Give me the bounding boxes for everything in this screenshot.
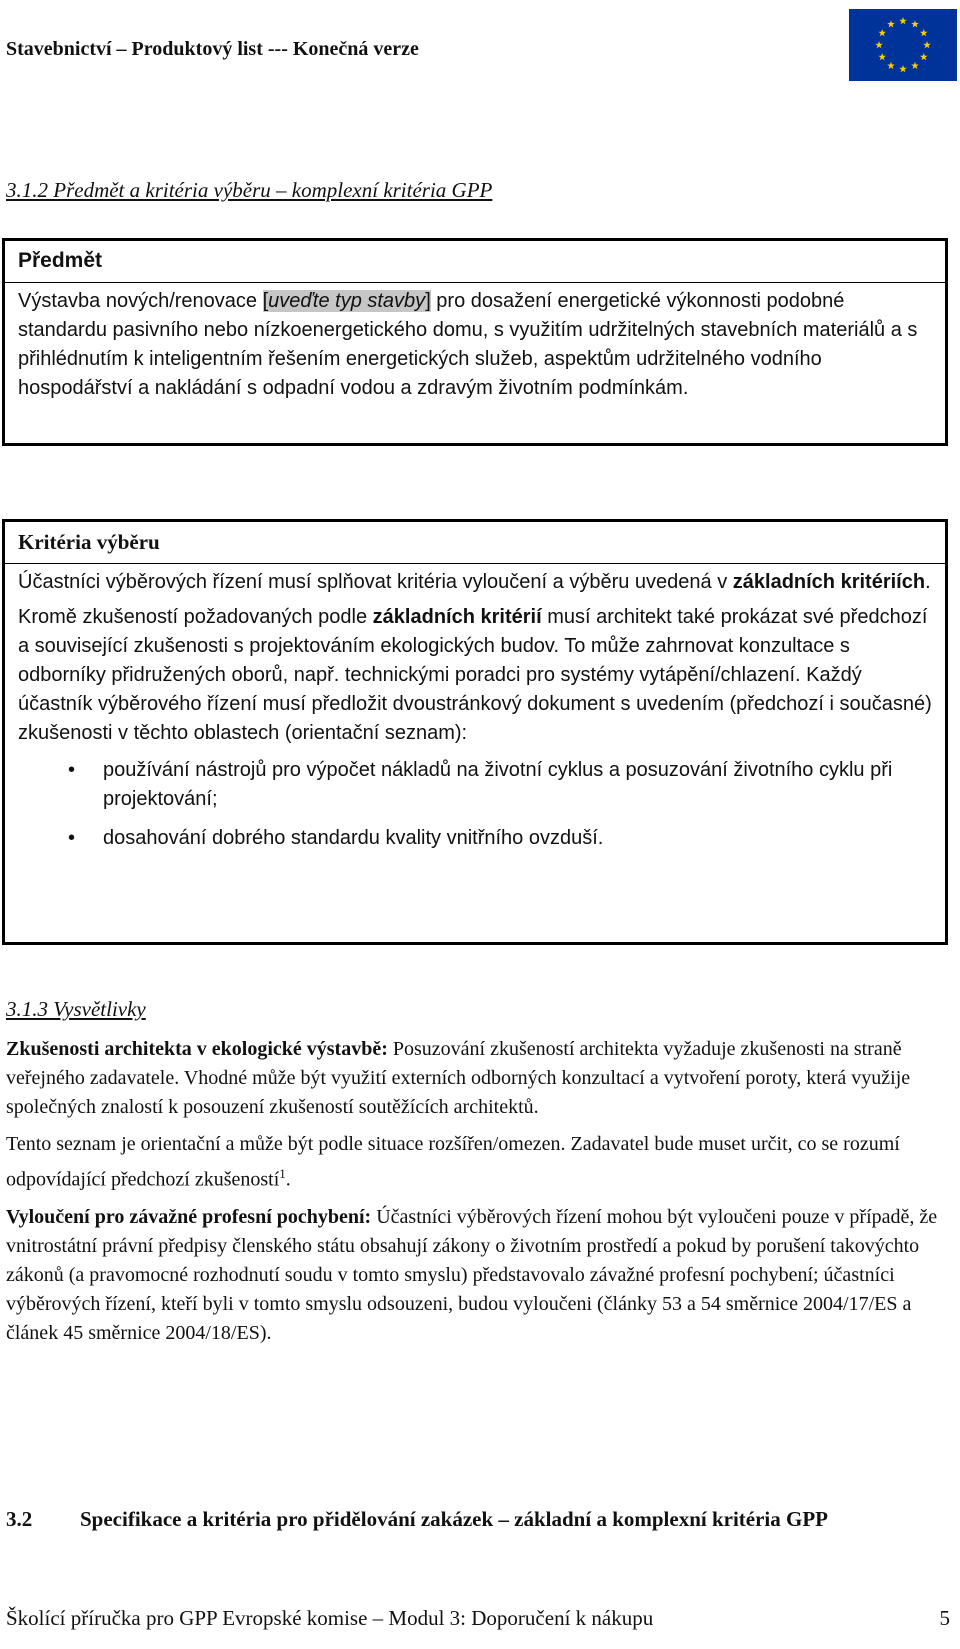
flag-star-icon bbox=[920, 29, 928, 36]
footnote-ref[interactable]: 1 bbox=[279, 1166, 286, 1181]
section-heading-3-1-3: 3.1.3 Vysvětlivky bbox=[6, 997, 146, 1021]
flag-star-icon bbox=[887, 62, 895, 69]
kriteria-paragraph-2 bbox=[18, 603, 933, 748]
vysvetlivky-paragraph-2 bbox=[6, 1130, 946, 1195]
list-item-text: používání nástrojů pro výpočet nákladů na životní cyklus a posuzování životního cyklu při projektování; bbox=[103, 759, 893, 810]
kriteria-p1-text: Účastníci výběrových řízení musí splňovat kritéria vyloučení a výběru uvedená v bbox=[18, 571, 733, 593]
flag-star-icon bbox=[878, 29, 886, 36]
vysvetlivky-p2-text: Tento seznam je orientační a může být podle situace rozšířen/omezen. Zadavatel bude muset určit, co se rozumí odpovídající předchozí zkušeností bbox=[6, 1133, 900, 1191]
document-header-title: Stavebnictví – Produktový list --- Konečná verze bbox=[6, 38, 419, 60]
vysvetlivky-p1-bold: Zkušenosti architekta v ekologické výstavbě: bbox=[6, 1038, 388, 1060]
eu-flag-stars bbox=[849, 9, 957, 81]
vysvetlivky-paragraph-1 bbox=[6, 1035, 946, 1122]
predmet-title: Předmět bbox=[5, 241, 945, 283]
page-number: 5 bbox=[939, 1606, 950, 1630]
list-item bbox=[18, 824, 933, 853]
kriteria-p2-start: Kromě zkušeností požadovaných podle bbox=[18, 606, 373, 628]
flag-star-icon bbox=[911, 20, 919, 27]
vysvetlivky-paragraph-3 bbox=[6, 1203, 946, 1348]
list-item bbox=[18, 756, 933, 814]
placeholder-text: uveďte typ stavby bbox=[268, 290, 426, 312]
kriteria-p1-end: . bbox=[925, 571, 931, 593]
vysvetlivky-body bbox=[6, 1035, 946, 1356]
flag-star-icon bbox=[887, 20, 895, 27]
section-title: Specifikace a kritéria pro přidělování zakázek – základní a komplexní kritéria GPP bbox=[80, 1507, 829, 1531]
kriteria-p1-bold: základních kritériích bbox=[732, 571, 926, 593]
bullet-icon: • bbox=[68, 827, 76, 849]
kriteria-box bbox=[2, 519, 948, 945]
footer-text: Školící příručka pro GPP Evropské komise – Modul 3: Doporučení k nákupu bbox=[6, 1606, 654, 1630]
section-heading-3-2 bbox=[6, 1505, 936, 1533]
predmet-body bbox=[5, 283, 945, 403]
kriteria-p2-bold: základních kritérií bbox=[372, 606, 542, 628]
kriteria-bullet-list bbox=[18, 756, 933, 853]
predmet-text-before: Výstavba nových/renovace bbox=[18, 290, 263, 312]
predmet-text-after: pro dosažení energetické výkonnosti podobné standardu pasivního nebo nízkoenergetického domu, s využitím udržitelných stavebních materiálů a s přihlédnutím k inteligentním řešením energetických služeb, aspektům udržitelného vodního hospodářství a nakládání s odpadní vodou a zdravým životním podmínkám. bbox=[18, 290, 918, 399]
section-heading-3-1-2: 3.1.2 Předmět a kritéria výběru – komplexní kritéria GPP bbox=[6, 178, 493, 202]
flag-star-icon bbox=[911, 62, 919, 69]
flag-star-icon bbox=[878, 53, 886, 60]
bullet-icon: • bbox=[68, 759, 76, 781]
flag-star-icon bbox=[923, 41, 931, 48]
kriteria-body bbox=[5, 564, 945, 853]
section-number: 3.2 bbox=[6, 1507, 33, 1531]
list-item-text: dosahování dobrého standardu kvality vnitřního ovzduší. bbox=[103, 827, 604, 849]
eu-flag-icon bbox=[849, 9, 957, 81]
vysvetlivky-p3-text: Účastníci výběrových řízení mohou být vyloučeni pouze v případě, že vnitrostátní právní předpisy členského státu obsahují zákony o životním prostředí a pokud by porušení takovýchto zákonů (a pravomocné rozhodnutí soudu v tomto smyslu) představovalo závažné profesní pochybení; účastníci výběrových řízení, kteří byli v tomto smyslu odsouzeni, budou vyloučeni (články 53 a 54 směrnice 2004/17/ES a článek 45 směrnice 2004/18/ES). bbox=[6, 1205, 938, 1344]
flag-star-icon bbox=[875, 41, 883, 48]
placeholder-bracket-close: ] bbox=[425, 290, 431, 312]
kriteria-paragraph-1 bbox=[18, 568, 933, 597]
placeholder-field[interactable] bbox=[263, 290, 431, 312]
page-footer bbox=[6, 1606, 950, 1631]
flag-star-icon bbox=[899, 17, 907, 24]
kriteria-title: Kritéria výběru bbox=[5, 522, 945, 564]
vysvetlivky-p3-bold: Vyloučení pro závažné profesní pochybení: bbox=[6, 1205, 372, 1228]
flag-star-icon bbox=[899, 65, 907, 72]
flag-star-icon bbox=[920, 53, 928, 60]
vysvetlivky-p1-text: Posuzování zkušeností architekta vyžaduje zkušenosti na straně veřejného zadavatele. Vhodné může být využití externích odborných konzultací a vytvoření poroty, která využije společných znalostí k posouzení zkušeností soutěžících architektů. bbox=[6, 1038, 911, 1118]
placeholder-bracket-open: [ bbox=[262, 290, 269, 312]
predmet-box bbox=[2, 238, 948, 446]
kriteria-p2-rest: musí architekt také prokázat své předchozí a související zkušenosti s projektováním ekologických budov. To může zahrnovat konzultace s odborníky přidružených oborů, např. technickými poradci pro systémy vytápění/chlazení. Každý účastník výběrového řízení musí předložit dvoustránkový dokument s uvedením (předchozí i současné) zkušenosti v těchto oblastech (orientační seznam): bbox=[18, 606, 932, 744]
vysvetlivky-p2-end: . bbox=[285, 1168, 291, 1191]
